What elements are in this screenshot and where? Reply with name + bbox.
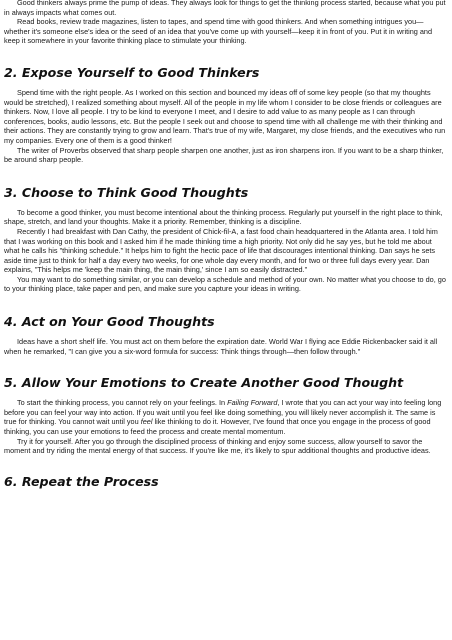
intro-paragraph-2: Read books, review trade magazines, listen to tapes, and spend time with good thinkers. And when something intrigues you—whether it's someone else's idea or the seed of an idea that you've come up with yourself—keep it in front of you. Put it in writing and keep it somewhere in your favorite thinking place to stimulate your thinking.: [4, 17, 433, 46]
document-page: [4, 0, 446, 497]
section-heading-choose: 3. Choose to Think Good Thoughts: [4, 184, 249, 200]
book-title-failing-forward: Failing Forward: [227, 398, 278, 408]
emphasis-feel: feel: [140, 417, 153, 427]
intro-paragraph-1: Good thinkers always prime the pump of ideas. They always look for things to get the thinking process started, because what you put in always impacts what comes out.: [4, 0, 446, 17]
expose-paragraph-2: The writer of Proverbs observed that sharp people sharpen one another, just as iron sharpens iron. If you want to be a sharp thinker, be around sharp people.: [4, 145, 444, 165]
choose-paragraph-3: You may want to do something similar, or you can develop a schedule and method of your own. No matter what you choose to do, go to your thinking place, take paper and pen, and make sure you capture your ideas in writing.: [4, 274, 446, 294]
emotions-text-b: , I wrote that you can act your way into feeling long before you can feel your way into action. If you wait until you feel like doing something, you will likely never accomplish it. The same is true for thinking. You cannot wait until you: [4, 398, 442, 427]
emotions-text-a: To start the thinking process, you cannot rely on your feelings. In: [17, 398, 228, 408]
emotions-paragraph-2: Try it for yourself. After you go through the disciplined process of thinking and enjoy some success, allow yourself to savor the moment and try riding the mental energy of that success. If you're like me, it's likely to spur additional thoughts and productive ideas.: [4, 436, 431, 456]
emotions-text-c: like thinking to do it. However, I've found that once you engage in the process of good thinking, you can use your emotions to feed the process and create mental momentum.: [4, 417, 431, 437]
section-heading-expose: 2. Expose Yourself to Good Thinkers: [4, 64, 260, 80]
choose-paragraph-1: To become a good thinker, you must become intentional about the thinking process. Regularly put yourself in the right place to think, shape, stretch, and land your thoughts. Make it a priority. Remember, thinking is a discipline.: [4, 207, 443, 227]
emotions-paragraph-1: [4, 398, 446, 436]
act-paragraph-1: Ideas have a short shelf life. You must act on them before the expiration date. World War I flying ace Eddie Rickenbacker said it all when he remarked, "I can give you a six-word formula for success: Think things through—then follow through.": [4, 337, 438, 356]
expose-paragraph-1: Spend time with the right people. As I worked on this section and bounced my ideas off of some key people (so that my thoughts would be stretched), I realized something about myself. All of the people in my life whom I consider to be close friends or colleagues are thinkers. Now, I love all people. I try to be kind to everyone I meet, and I desire to add value to as many people as I can through conferences, books, audio lessons, etc. But the people I seek out and choose to spend time with all challenge me with their thinking and their actions. They are constantly trying to grow and learn. That's true of my wife, Margaret, my close friends, and the executives who run my companies. Every one of them is a good thinker!: [4, 87, 446, 145]
section-heading-repeat: 6. Repeat the Process: [4, 473, 159, 489]
section-heading-emotions: 5. Allow Your Emotions to Create Another Good Thought: [4, 375, 404, 391]
choose-paragraph-2: Recently I had breakfast with Dan Cathy, the president of Chick-fil-A, a fast food chain headquartered in the Atlanta area. I told him that I was working on this book and I asked him if he made thinking time a high priority. Not only did he say yes, but he told me about what he calls his "thinking schedule." It helps him to fight the hectic pace of life that discourages intentional thinking. Dan says he sets aside time just to think for half a day every two weeks, for one whole day every month, and for two or three full days every year. Dan explains, "This helps me 'keep the main thing, the main thing,' since I am so easily distracted.": [4, 226, 438, 275]
section-heading-act: 4. Act on Your Good Thoughts: [4, 314, 215, 330]
